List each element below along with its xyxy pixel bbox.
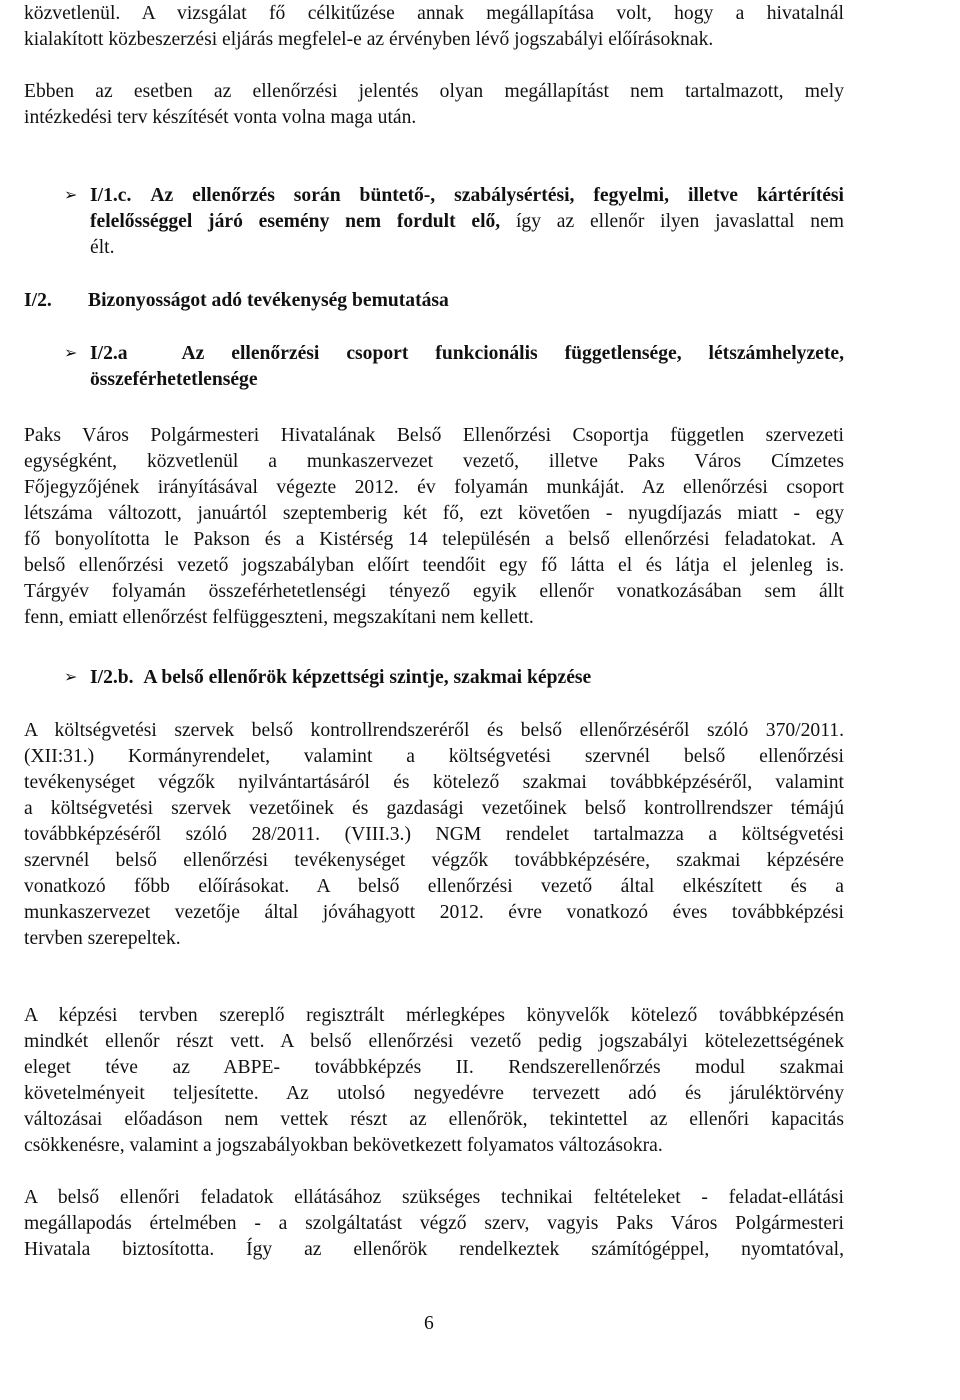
paragraph-line: eleget téve az ABPE- továbbképzés II. Rendszerellenőrzés modul szakmai bbox=[24, 1057, 844, 1078]
paragraph-paks bbox=[24, 423, 844, 631]
item-2a-title-line1: Az ellenőrzési csoport funkcionális függetlensége, létszámhelyzete, bbox=[181, 343, 844, 364]
item-number: I/2.a bbox=[90, 343, 128, 364]
section-number: I/2. bbox=[24, 290, 52, 311]
item-1c-line3: élt. bbox=[90, 237, 115, 258]
paragraph-line: munkaszervezet vezetője által jóváhagyott 2012. évre vonatkozó éves továbbképzési bbox=[24, 902, 844, 923]
paragraph-line: megállapodás értelmében - a szolgáltatást végző szerv, vagyis Paks Város Polgármesteri bbox=[24, 1213, 844, 1234]
paragraph-line: kialakított közbeszerzési eljárás megfelel-e az érvényben lévő jogszabályi előírásoknak. bbox=[24, 29, 714, 50]
continuation-paragraph bbox=[24, 1, 844, 53]
paragraph-koltseg bbox=[24, 718, 844, 952]
bullet-arrow-icon: ➢ bbox=[64, 187, 78, 204]
paragraph-line: tevékenységet végzők nyilvántartásáról és kötelező szakmai továbbképzéséről, valamint bbox=[24, 772, 844, 793]
item-2a-title-line2: összeférhetetlensége bbox=[90, 369, 258, 390]
paragraph-feladatok bbox=[24, 1185, 844, 1263]
paragraph-kepzesi bbox=[24, 1003, 844, 1159]
item-1c-line1 bbox=[90, 183, 844, 209]
paragraph-line: belső ellenőrzési vezető jogszabályban előírt teendőit egy fő látta el és látja el jelenleg is. bbox=[24, 555, 844, 576]
paragraph-line: továbbképzéséről szóló 28/2011. (VIII.3.) NGM rendelet tartalmazza a költségvetési bbox=[24, 824, 844, 845]
item-2b-title: A belső ellenőrök képzettségi szintje, szakmai képzése bbox=[143, 667, 592, 688]
paragraph-ebben bbox=[24, 79, 844, 131]
paragraph-line: vonatkozó főbb előírásokat. A belső ellenőrzési vezető által elkészített és a bbox=[24, 876, 844, 897]
paragraph-line: Ebben az esetben az ellenőrzési jelentés olyan megállapítást nem tartalmazott, mely bbox=[24, 81, 844, 102]
paragraph-line: Paks Város Polgármesteri Hivatalának Belső Ellenőrzési Csoportja független szervezeti bbox=[24, 425, 844, 446]
paragraph-line: szervnél belső ellenőrzési tevékenységet végzők továbbképzésére, szakmai képzésére bbox=[24, 850, 844, 871]
item-1c-body bbox=[90, 183, 844, 261]
paragraph-line: követelményeit teljesítette. Az utolsó negyedévre tervezett adó és járuléktörvény bbox=[24, 1083, 844, 1104]
paragraph-line: Hivatala biztosította. Így az ellenőrök rendelkeztek számítógéppel, nyomtatóval, bbox=[24, 1239, 844, 1260]
item-1c bbox=[24, 183, 844, 263]
item-number: I/2.b. bbox=[90, 667, 134, 688]
paragraph-line: közvetlenül. A vizsgálat fő célkitűzése annak megállapítása volt, hogy a hivatalnál bbox=[24, 3, 844, 24]
paragraph-line: fenn, emiatt ellenőrzést felfüggeszteni, megszakítani nem kellett. bbox=[24, 607, 534, 628]
paragraph-line: A képzési tervben szereplő regisztrált mérlegképes könyvelők kötelező továbbképzésén bbox=[24, 1005, 844, 1026]
paragraph-line: (XII:31.) Kormányrendelet, valamint a költségvetési szervnél belső ellenőrzési bbox=[24, 746, 844, 767]
item-1c-text-line1: Az ellenőrzés során büntető-, szabálysértési, fegyelmi, illetve kártérítési bbox=[150, 185, 845, 206]
item-number: I/1.c. bbox=[90, 185, 132, 206]
paragraph-line: mindkét ellenőr részt vett. A belső ellenőrzési vezető pedig jogszabályi kötelezettségének bbox=[24, 1031, 844, 1052]
paragraph-line: A belső ellenőri feladatok ellátásához szükséges technikai feltételeket - feladat-ellátási bbox=[24, 1187, 844, 1208]
paragraph-line: tervben szerepeltek. bbox=[24, 928, 181, 949]
item-2a bbox=[24, 341, 844, 393]
paragraph-line: Tárgyév folyamán összeférhetetlenségi tényező egyik ellenőr vonatkozásában sem állt bbox=[24, 581, 844, 602]
paragraph-line: változásai előadáson nem vettek részt az ellenőrök, tekintettel az ellenőri kapacitás bbox=[24, 1109, 844, 1130]
paragraph-line: csökkenésre, valamint a jogszabályokban bekövetkezett folyamatos változásokra. bbox=[24, 1135, 663, 1156]
bullet-arrow-icon: ➢ bbox=[64, 669, 78, 686]
bullet-arrow-icon: ➢ bbox=[64, 345, 78, 362]
paragraph-line: létszáma változott, januártól szeptemberig két fő, ezt követően - nyugdíjazás miatt - egy bbox=[24, 503, 844, 524]
paragraph-line: a költségvetési szervek vezetőinek és gazdasági vezetőinek belső kontrollrendszer témájú bbox=[24, 798, 844, 819]
section-heading-i2 bbox=[24, 288, 844, 314]
item-1c-line2 bbox=[90, 209, 844, 235]
item-1c-bold-part: felelősséggel járó esemény nem fordult elő, bbox=[90, 211, 501, 232]
page-number: 6 bbox=[424, 1313, 434, 1334]
paragraph-line: intézkedési terv készítését vonta volna maga után. bbox=[24, 107, 417, 128]
item-2a-body bbox=[90, 341, 844, 393]
item-2b-body bbox=[90, 665, 844, 691]
paragraph-line: A költségvetési szervek belső kontrollrendszeréről és belső ellenőrzéséről szóló 370/2011. bbox=[24, 720, 844, 741]
item-2a-line1 bbox=[90, 341, 844, 367]
item-2b-line bbox=[90, 665, 844, 691]
item-2b bbox=[24, 665, 844, 691]
item-1c-plain-part: így az ellenőr ilyen javaslattal nem bbox=[500, 211, 845, 232]
paragraph-line: Főjegyzőjének irányításával végezte 2012. év folyamán munkáját. Az ellenőrzési csoport bbox=[24, 477, 844, 498]
paragraph-line: fő bonyolította le Pakson és a Kistérség 14 településén a belső ellenőrzési feladatokat. A bbox=[24, 529, 844, 550]
paragraph-line: egységként, közvetlenül a munkaszervezet vezető, illetve Paks Város Címzetes bbox=[24, 451, 844, 472]
section-title: Bizonyosságot adó tevékenység bemutatása bbox=[88, 290, 449, 311]
